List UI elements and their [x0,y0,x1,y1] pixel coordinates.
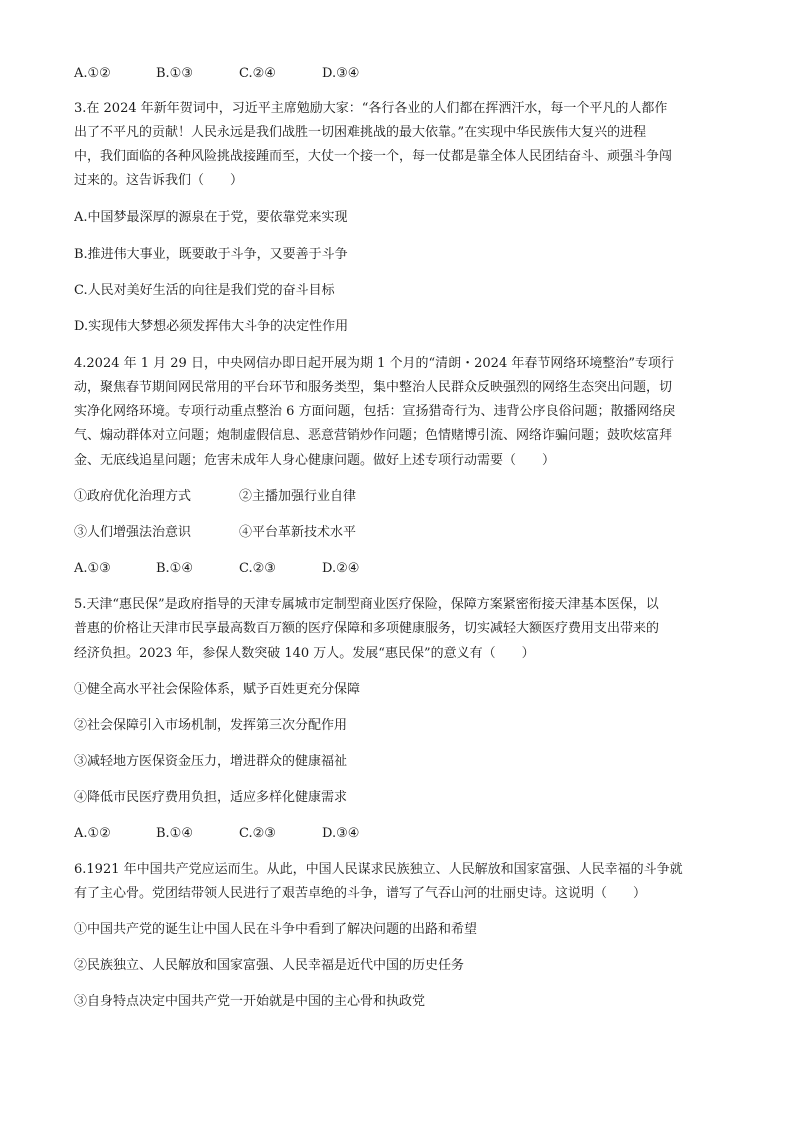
q5-options [74,826,359,842]
q4-options [74,561,359,577]
q3-choice-c: C.人民对美好生活的向往是我们党的奋斗目标 [74,283,335,298]
q4-option-d: D.②④ [322,561,360,576]
q4-option-c: C.②③ [239,561,276,576]
q4-stem-line: 动，聚焦春节期间网民常用的平台环节和服务类型，集中整治人民群众反映强烈的网络生态突出问题，切 [74,380,673,395]
q5-item-2: ②社会保障引入市场机制，发挥第三次分配作用 [74,718,348,733]
q6-item-1: ①中国共产党的诞生让中国人民在斗争中看到了解决问题的出路和希望 [74,922,478,937]
q5-item-4: ④降低市民医疗费用负担，适应多样化健康需求 [74,790,348,805]
q3-stem-line: 中，我们面临的各种风险挑战接踵而至，大仗一个接一个，每一仗都是靠全体人民团结奋斗、顽强斗争闯 [74,149,673,164]
q3-stem-line: 出了不平凡的贡献！人民永远是我们战胜一切困难挑战的最大依靠。”在实现中华民族伟大复兴的进程 [74,125,647,140]
q5-stem-line: 5.天津“惠民保”是政府指导的天津专属城市定制型商业医疗保险，保障方案紧密衔接天津基本医保，以 [74,597,659,612]
q6-stem-line: 6.1921 年中国共产党应运而生。从此，中国人民谋求民族独立、人民解放和国家富强、人民幸福的斗争就 [74,862,683,877]
q4-stem-line: 金、无底线追星问题；危害未成年人身心健康问题。做好上述专项行动需要（ ） [74,453,556,468]
q3-choice-b: B.推进伟大事业，既要敢于斗争，又要善于斗争 [74,247,348,262]
q3-choice-d: D.实现伟大梦想必须发挥伟大斗争的决定性作用 [74,319,349,334]
q6-item-2: ②民族独立、人民解放和国家富强、人民幸福是近代中国的历史任务 [74,958,465,973]
q3-stem-line: 3.在 2024 年新年贺词中，习近平主席勉励大家：“各行各业的人们都在挥洒汗水，每一个平凡的人都作 [74,101,668,116]
q5-option-c: C.②③ [239,826,276,841]
q3-choice-a: A.中国梦最深厚的源泉在于党，要依靠党来实现 [74,210,348,225]
q4-stem-line: 实净化网络环境。专项行动重点整治 6 方面问题，包括：宣扬猎奇行为、违背公序良俗问题；散播网络戾 [74,404,676,419]
q3-stem-line: 过来的。这告诉我们（ ） [74,173,244,188]
q2-option-d: D.③④ [322,66,360,81]
q6-stem-line: 有了主心骨。党团结带领人民进行了艰苦卓绝的斗争，谱写了气吞山河的壮丽史诗。这说明（ ） [74,886,647,901]
q2-option-a: A.①② [74,66,111,81]
q4-item-4: ④平台革新技术水平 [239,525,357,540]
q4-item-3: ③人们增强法治意识 [74,525,192,540]
q4-item-1: ①政府优化治理方式 [74,489,192,504]
q2-options [74,66,359,82]
q4-item-2: ②主播加强行业自律 [239,489,357,504]
q6-item-3: ③自身特点决定中国共产党一开始就是中国的主心骨和执政党 [74,994,426,1009]
q5-option-b: B.①④ [156,826,193,841]
q5-stem-line: 经济负担。2023 年，参保人数突破 140 万人。发展“惠民保”的意义有（ ） [74,646,535,661]
q2-option-b: B.①③ [156,66,193,81]
q4-option-a: A.①③ [74,561,111,576]
q5-option-d: D.③④ [322,826,360,841]
q4-option-b: B.①④ [156,561,193,576]
q5-option-a: A.①② [74,826,111,841]
q4-items-row1 [74,489,356,505]
q4-stem-line: 气、煽动群体对立问题；炮制虚假信息、恶意营销炒作问题；色情赌博引流、网络诈骗问题；鼓吹炫富拜 [74,428,673,443]
q5-item-1: ①健全高水平社会保险体系，赋予百姓更充分保障 [74,682,361,697]
q2-option-c: C.②④ [239,66,276,81]
q4-stem-line: 4.2024 年 1 月 29 日，中央网信办即日起开展为期 1 个月的“清朗・2024 年春节网络环境整治”专项行 [74,356,675,371]
q5-stem-line: 普惠的价格让天津市民享最高数百万额的医疗保障和多项健康服务，切实减轻大额医疗费用支出带来的 [74,621,660,636]
q4-items-row2 [74,525,356,541]
q5-item-3: ③减轻地方医保资金压力，增进群众的健康福祉 [74,754,348,769]
